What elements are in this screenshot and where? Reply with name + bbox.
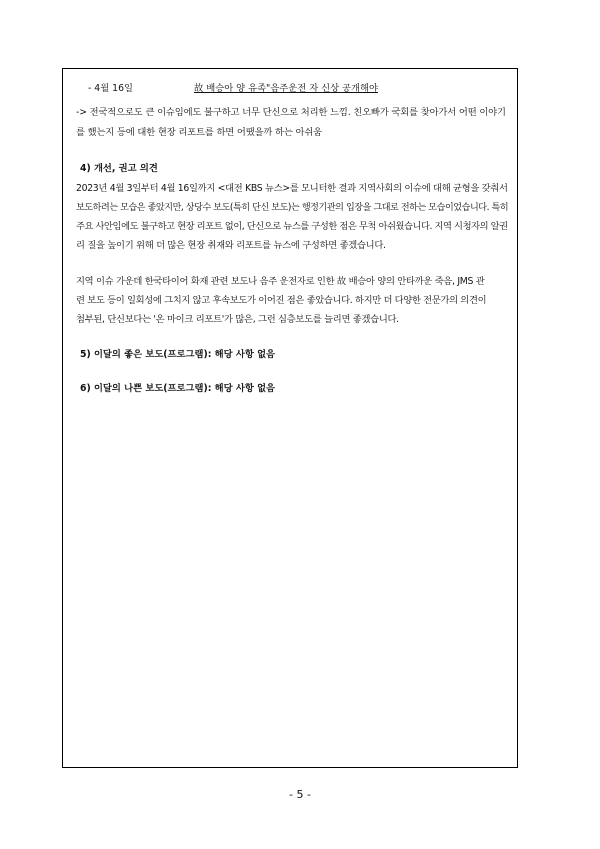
item-date: - 4월 16일 (88, 83, 133, 94)
comment-line: -> 전국적으로도 큰 이슈임에도 불구하고 너무 단신으로 처리한 느낌. 친오빠가 국회를 찾아가서 어떤 이야기 (76, 107, 506, 118)
section4-heading: 4) 개선, 권고 의견 (80, 163, 158, 174)
para1-line: 보도하려는 모습은 좋았지만, 상당수 보도(특히 단신 보도)는 행정기관의 입장을 그대로 전하는 모습이었습니다. 특히 (76, 202, 509, 213)
section5-heading: 5) 이달의 좋은 보도(프로그램): 해당 사항 없음 (80, 349, 276, 360)
para2-line: 련 보도 등이 일회성에 그치지 않고 후속보도가 이어진 점은 좋았습니다. 하지만 더 다양한 전문가의 의견이 (76, 295, 487, 306)
comment-line: 를 했는지 등에 대한 현장 리포트를 하면 어땠을까 하는 아쉬움 (76, 127, 323, 138)
para1-line: 주요 사안임에도 불구하고 현장 리포트 없이, 단신으로 뉴스를 구성한 점은 무척 아쉬웠습니다. 지역 시청자의 알권 (76, 221, 508, 232)
para2-line: 지역 이슈 가운데 한국타이어 화재 관련 보도나 음주 운전자로 인한 故 배승아 양의 안타까운 죽음, JMS 관 (76, 276, 485, 287)
item-title: 故 배승아 양 유족"음주운전 자 신상 공개해야 (194, 83, 378, 94)
page-number: - 5 - (289, 788, 311, 801)
para1-line: 리 질을 높이기 위해 더 많은 현장 취재와 리포트를 뉴스에 구성하면 좋겠습니다. (76, 240, 386, 251)
para2-line: 첨부된, 단신보다는 '온 마이크 리포트'가 많은, 그런 심층보도를 늘리면 좋겠습니다. (76, 314, 399, 325)
para1-line: 2023년 4월 3일부터 4월 16일까지 <대전 KBS 뉴스>를 모니터한 결과 지역사회의 이슈에 대해 균형을 갖춰서 (76, 183, 508, 194)
section6-heading: 6) 이달의 나쁜 보도(프로그램): 해당 사항 없음 (80, 383, 276, 394)
